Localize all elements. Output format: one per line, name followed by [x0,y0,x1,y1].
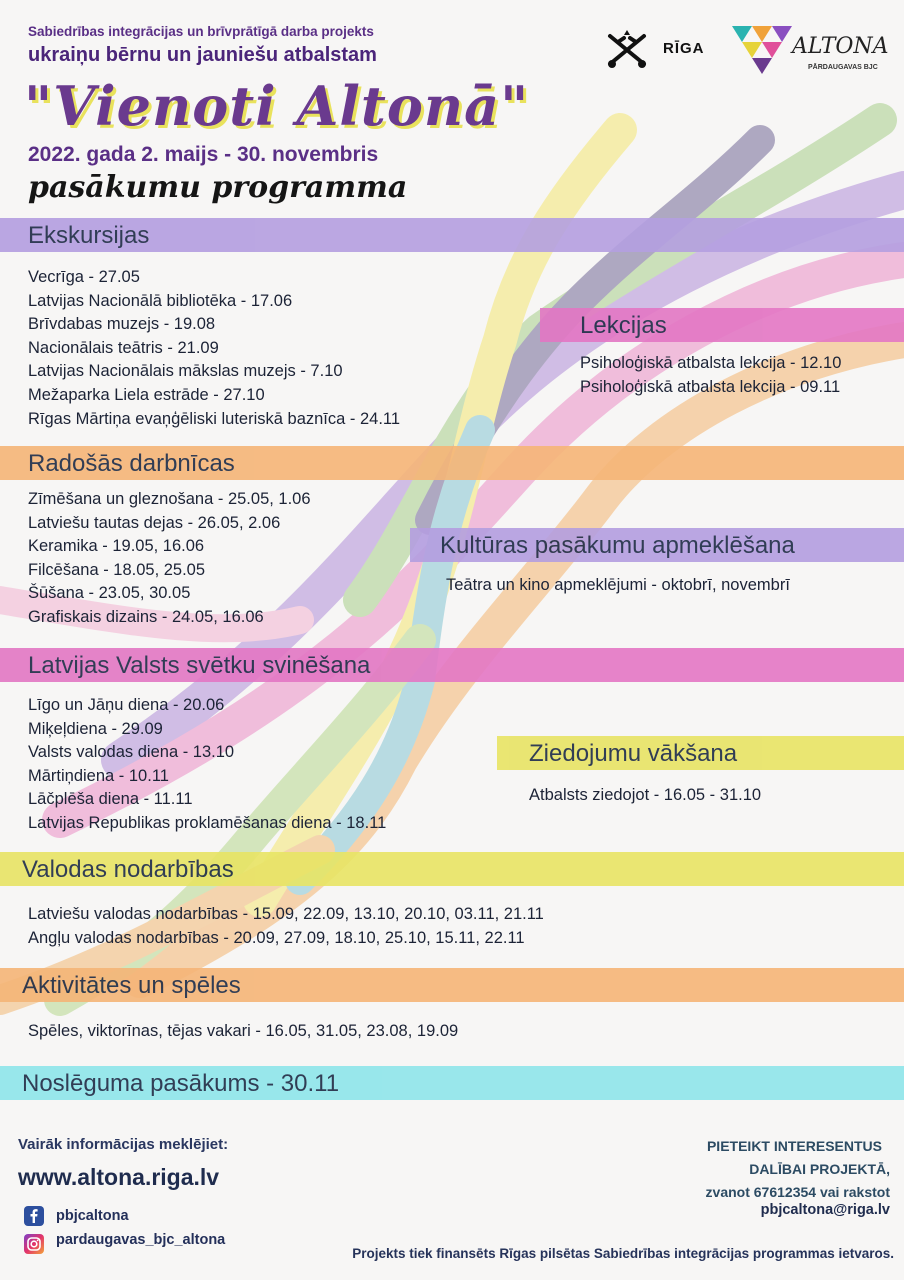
list-svetki [28,694,386,836]
list-item: Psiholoģiskā atbalsta lekcija - 09.11 [580,377,841,396]
section-title-svetki: Latvijas Valsts svētku svinēšana [28,652,371,679]
list-item: Grafiskais dizains - 24.05, 16.06 [28,607,264,626]
instagram-icon[interactable] [24,1234,44,1254]
list-item: Miķeļdiena - 29.09 [28,719,163,738]
website-link[interactable]: www.altona.riga.lv [18,1164,220,1190]
more-info-label: Vairāk informācijas meklējiet: [18,1136,229,1153]
list-item: Brīvdabas muzejs - 19.08 [28,315,216,334]
section-title-darbnicas: Radošās darbnīcas [28,450,235,477]
list-item: Mežaparka Liela estrāde - 27.10 [28,385,265,404]
list-item: Šūšana - 23.05, 30.05 [28,584,191,603]
list-aktivitates [28,1020,458,1044]
list-item: Vecrīga - 27.05 [28,268,140,286]
instagram-handle[interactable]: pardaugavas_bjc_altona [56,1232,226,1248]
list-item: Zīmēšana un gleznošana - 25.05, 1.06 [28,490,311,508]
contact-block [590,1135,890,1204]
altona-logo-text: ALTONA [792,34,889,59]
section-title-lekcijas: Lekcijas [580,312,667,339]
section-band-svetki [0,648,904,682]
funding-note: Projekts tiek finansēts Rīgas pilsētas Sabiedrības integrācijas programmas ietvaros. [352,1246,894,1261]
program-subtitle: pasākumu programma [28,170,408,205]
facebook-icon[interactable] [24,1206,44,1226]
list-item: Spēles, viktorīnas, tējas vakari - 16.05, 31.05, 23.08, 19.09 [28,1022,459,1040]
section-title-ziedojumi: Ziedojumu vākšana [529,740,738,767]
list-item: Nacionālais teātris - 21.09 [28,338,219,357]
list-item: Psiholoģiskā atbalsta lekcija - 12.10 [580,354,842,372]
list-item: Latvijas Nacionālā bibliotēka - 17.06 [28,291,293,310]
section-band-aktivitates [0,968,904,1002]
section-title-kultura: Kultūras pasākumu apmeklēšana [440,532,795,559]
riga-logo-text: RĪGA [663,40,705,57]
altona-logo-icon [730,22,794,76]
section-band-ziedojumi [497,736,904,770]
section-title-ekskursijas: Ekskursijas [28,222,150,249]
list-item: Latvijas Nacionālais mākslas muzejs - 7.10 [28,362,343,381]
list-ekskursijas [28,266,400,431]
contact-email-link[interactable]: pbjcaltona@riga.lv [760,1202,890,1218]
list-item: Latviešu valodas nodarbības - 15.09, 22.09, 13.10, 20.10, 03.11, 21.11 [28,905,544,923]
section-band-nosleguma [0,1066,904,1100]
list-ziedojumi [529,784,761,808]
facebook-handle[interactable]: pbjcaltona [56,1208,129,1224]
riga-keys-icon [604,28,656,70]
section-band-lekcijas [540,308,904,342]
list-lekcijas [580,352,841,399]
list-item: Rīgas Mārtiņa evaņģēliski luteriskā baznīca - 24.11 [28,409,401,428]
list-item: Līgo un Jāņu diena - 20.06 [28,696,225,714]
section-title-valodas: Valodas nodarbības [22,856,234,883]
list-item: Lāčplēša diena - 11.11 [28,790,193,809]
contact-line-1: PIETEIKT INTERESENTUS [706,1138,882,1154]
section-band-valodas [0,852,904,886]
project-line: Sabiedrības integrācijas un brīvprātīgā darba projekts [28,24,374,39]
contact-line-3: zvanot 67612354 vai rakstot [705,1184,890,1200]
list-darbnicas [28,488,311,630]
project-subline: ukraiņu bērnu un jauniešu atbalstam [28,44,377,66]
list-kultura [446,574,790,598]
page-title: "Vienoti Altonā" [24,74,530,138]
list-item: Teātra un kino apmeklējumi - oktobrī, novembrī [446,576,790,594]
altona-logo-sub: PĀRDAUGAVAS BJC [808,64,878,71]
section-band-ekskursijas [0,218,904,252]
section-band-kultura [410,528,904,562]
list-item: Latvijas Republikas proklamēšanas diena - 18.11 [28,813,387,832]
list-item: Angļu valodas nodarbības - 20.09, 27.09, 18.10, 25.10, 15.11, 22.11 [28,928,525,947]
list-item: Valsts valodas diena - 13.10 [28,743,235,762]
list-item: Filcēšana - 18.05, 25.05 [28,560,206,579]
list-item: Keramika - 19.05, 16.06 [28,537,205,556]
list-item: Mārtiņdiena - 10.11 [28,766,169,785]
list-item: Atbalsts ziedojot - 16.05 - 31.10 [529,786,762,804]
list-valodas [28,903,544,950]
date-range: 2022. gada 2. maijs - 30. novembris [28,143,379,166]
section-band-darbnicas [0,446,904,480]
list-item: Latviešu tautas dejas - 26.05, 2.06 [28,513,281,532]
section-title-aktivitates: Aktivitātes un spēles [22,972,241,999]
section-title-nosleguma: Noslēguma pasākums - 30.11 [22,1070,340,1097]
contact-line-2: DALĪBAI PROJEKTĀ, [749,1161,890,1177]
